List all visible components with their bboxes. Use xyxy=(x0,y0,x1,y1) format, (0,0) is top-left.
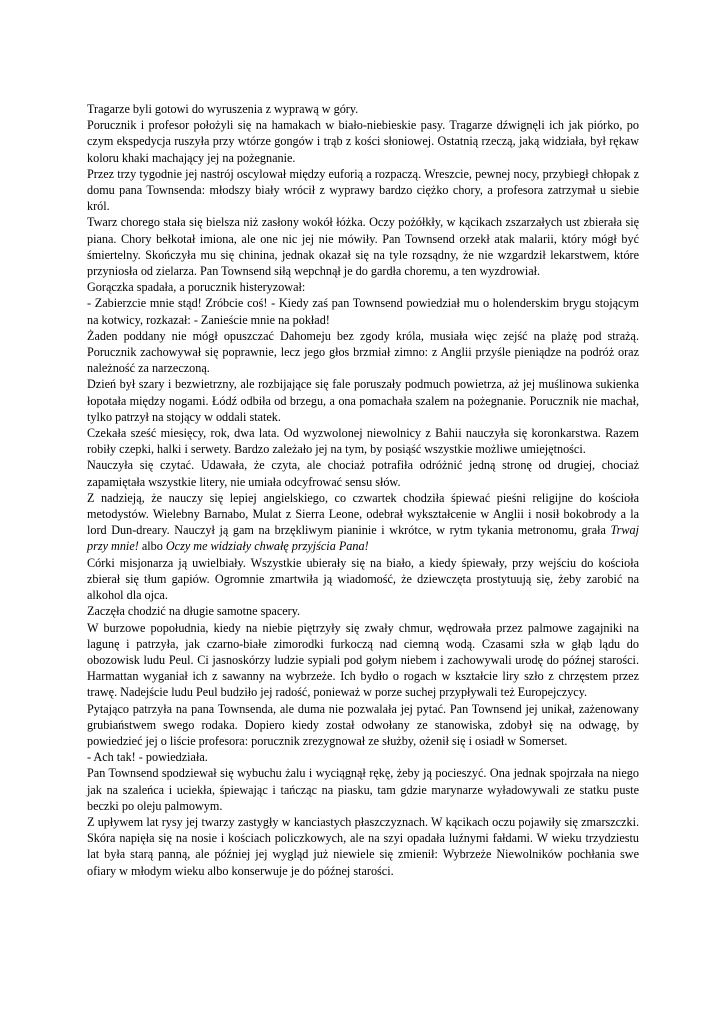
paragraph-text: Z nadzieją, że nauczy się lepiej angielskiego, co czwartek chodziła śpiewać pieśni religijne do kościoła metodystów. Wielebny Barnabo, Mulat z Sierra Leone, odebrał wykształcenie w Anglii i nosił bokobrody a la lord Dun-dreary. Nauczył ją gam na brzękliwym pianinie i wkrótce, w rytm tykania metronomu, grała xyxy=(87,490,639,538)
paragraph: Żaden poddany nie mógł opuszczać Dahomeju bez zgody króla, musiała więc zejść na plażę pod strażą. Porucznik zachowywał się poprawnie, lecz jego głos brzmiał zimno: z Anglii przyśle pieniądze na podróż oraz należność za narzeczoną. xyxy=(87,328,639,376)
paragraph: Tragarze byli gotowi do wyruszenia z wyprawą w góry. xyxy=(87,102,359,116)
hymn-title: Trwaj przy mnie! xyxy=(87,523,639,554)
paragraph: W burzowe popołudnia, kiedy na niebie piętrzyły się zwały chmur, wędrowała przez palmowe zagajniki na lagunę i patrzyła, jak czarno-białe zimorodki furkoczą nad ciemną wodą. Czasami szła w głąb lądu do obozowisk ludu Peul. Ci jasnoskórzy ludzie sypiali pod gołym niebem i zachowywali urodę do późnej starości. Harmattan wyganiał ich z sawanny na wybrzeże. Ich bydło o rogach w kształcie liry szło z chrzęstem przez trawę. Nadejście ludu Peul budziło jej radość, ponieważ w porze suchej przypływali też Europejczycy. xyxy=(87,620,639,700)
paragraph: Przez trzy tygodnie jej nastrój oscylował między euforią a rozpaczą. Wreszcie, pewnej nocy, przybiegł chłopak z domu pana Townsenda: młodszy biały wrócił z wyprawy bardzo ciężko chory, a profesora zatrzymał u siebie król. xyxy=(87,166,639,214)
dialogue-paragraph: - Zabierzcie mnie stąd! Zróbcie coś! - Kiedy zaś pan Townsend powiedział mu o holenderskim brygu stojącym na kotwicy, rozkazał: - Zanieście mnie na pokład! xyxy=(87,296,639,327)
paragraph: Nauczyła się czytać. Udawała, że czyta, ale chociaż potrafiła odróżnić jedną stronę od drugiej, chociaż zapamiętała wszystkie litery, nie umiała odcyfrować sensu słów. xyxy=(87,458,639,489)
paragraph: Z upływem lat rysy jej twarzy zastygły w kanciastych płaszczyznach. W kącikach oczu pojawiły się zmarszczki. Skóra napięła się na nosie i kościach policzkowych, ale na szyi opadała luźnymi fałdami. W wieku trzydziestu lat była starą panną, ale później jej wygląd już niewiele się zmienił: Wybrzeże Niewolników pochłania swe ofiary w młodym wieku albo konserwuje je do późnej starości. xyxy=(87,814,639,878)
hymn-joiner: albo xyxy=(138,539,166,554)
paragraph: Pan Townsend spodziewał się wybuchu żalu i wyciągnął rękę, żeby ją pocieszyć. Ona jednak spojrzała na niego jak na szaleńca i uciekła, śpiewając i tańcząc na piasku, tam gdzie marynarze wyładowywali ze statku puste beczki po oleju palmowym. xyxy=(87,766,639,813)
paragraph: Zaczęła chodzić na długie samotne spacery. xyxy=(87,604,301,619)
paragraph: Dzień był szary i bezwietrzny, ale rozbijające się fale poruszały podmuch powietrza, aż jej muślinowa sukienka łopotała między nogami. Łódź odbiła od brzegu, a ona pomachała szalem na pożegnanie. Porucznik nie machał, tylko patrzył na stojący w oddali statek. xyxy=(87,377,639,424)
paragraph: Porucznik i profesor położyli się na hamakach w biało-niebieskie pasy. Tragarze dźwignęli ich jak piórko, po czym ekspedycja ruszyła przy wtórze gongów i trąb z kości słoniowej. Ostatnią rzeczą, jaką widziała, był rękaw koloru khaki machający jej na pożegnanie. xyxy=(87,118,639,165)
dialogue-paragraph: - Ach tak! - powiedziała. xyxy=(87,750,208,765)
document-page xyxy=(87,101,639,879)
paragraph: Pytająco patrzyła na pana Townsenda, ale duma nie pozwalała jej pytać. Pan Townsend jej unikał, zażenowany grubiaństwem swego rodaka. Dopiero kiedy został odwołany ze stanowiska, zdobył się na odwagę, by powiedzieć jej o liście profesora: porucznik zrezygnował ze służby, ożenił się i osiadł w Somerset. xyxy=(87,701,639,748)
paragraph: Gorączka spadała, a porucznik histeryzował: xyxy=(87,280,306,295)
paragraph: Czekała sześć miesięcy, rok, dwa lata. Od wyzwolonej niewolnicy z Bahii nauczyła się koronkarstwa. Razem robiły czepki, halki i serwety. Bardzo zależało jej na tym, by posiąść wszystkie możliwe umiejętności. xyxy=(87,426,639,457)
paragraph: Córki misjonarza ją uwielbiały. Wszystkie ubierały się na biało, a kiedy śpiewały, przy wejściu do kościoła zbierał się tłum gapiów. Ogromnie zmartwiła ją wiadomość, że dziewczęta prostytuują się, żeby zarobić na alkohol dla ojca. xyxy=(87,555,639,603)
hymn-title: Oczy me widziały chwałę przyjścia Pana! xyxy=(165,539,369,554)
paragraph-with-hymns xyxy=(87,490,639,555)
paragraph: Twarz chorego stała się bielsza niż zasłony wokół łóżka. Oczy pożółkły, w kącikach zszarzałych ust zbierała się piana. Chory bełkotał imiona, ale one nic jej nie mówiły. Pan Townsend orzekł atak malarii, który mógł być śmiertelny. Skończyła mu się chinina, jednak okazał się na tyle rozsądny, że nie wzgardził lekarstwem, które przyniosła od zielarza. Pan Townsend siłą wepchnął je do gardła choremu, a ten wyzdrowiał. xyxy=(87,215,639,279)
